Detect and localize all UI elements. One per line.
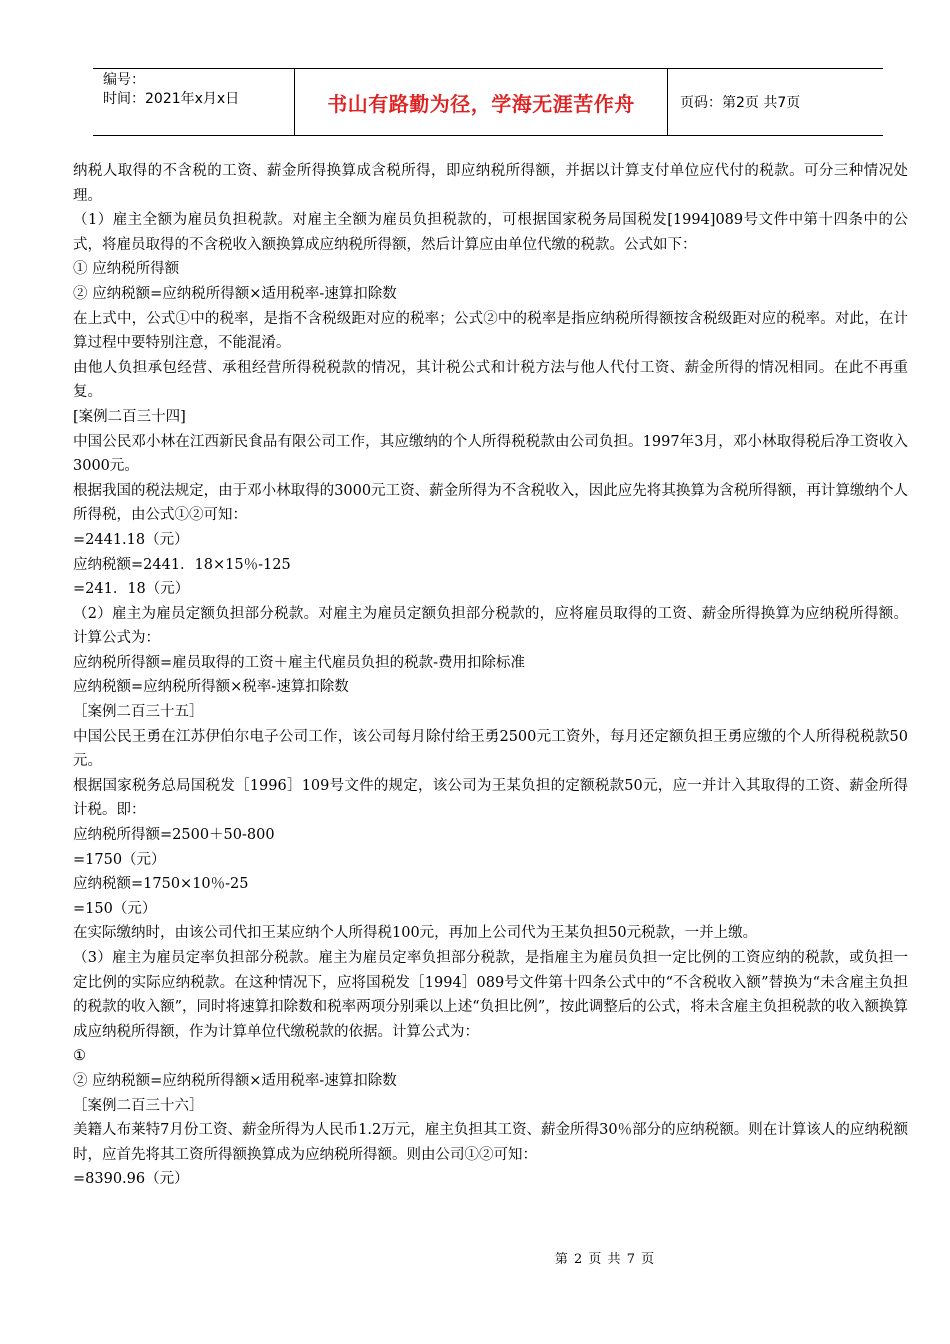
case-heading: [案例二百三十四]	[73, 408, 186, 425]
formula-line: =2441.18（元）	[73, 531, 189, 548]
formula-line: ① 应纳税所得额	[73, 261, 180, 278]
header-motto-cell	[295, 69, 668, 135]
document-body	[73, 159, 908, 1192]
formula-line: =8390.96（元）	[73, 1171, 189, 1188]
body-paragraph: 在上式中，公式①中的税率，是指不含税级距对应的税率；公式②中的税率是指应纳税所得额按含税级距对应的税率。对此，在计算过程中要特别注意，不能混淆。	[73, 310, 908, 352]
body-paragraph: （2）雇主为雇员定额负担部分税款。对雇主为雇员定额负担部分税款的，应将雇员取得的工资、薪金所得换算为应纳税所得额。计算公式为：	[73, 605, 908, 647]
body-paragraph: 根据国家税务总局国税发［1996］109号文件的规定，该公司为王某负担的定额税款50元，应一并计入其取得的工资、薪金所得计税。即：	[73, 777, 908, 819]
formula-line: 应纳税额=应纳税所得额×税率-速算扣除数	[73, 679, 349, 696]
formula-line: =150（元）	[73, 900, 157, 917]
header-page-number: 页码：第2页 共7页	[680, 95, 801, 111]
body-paragraph: 美籍人布莱特7月份工资、薪金所得为人民币1.2万元，雇主负担其工资、薪金所得30％部分的应纳税额。则在计算该人的应纳税额时，应首先将其工资所得额换算成为应纳税所得额。则由公司①②可知：	[73, 1122, 908, 1163]
formula-line: =241．18（元）	[73, 581, 190, 598]
formula-line: 应纳税所得额=2500＋50-800	[73, 827, 275, 844]
page-header	[93, 68, 883, 136]
case-heading: ［案例二百三十五］	[73, 704, 204, 721]
formula-line: 应纳税额=1750×10％-25	[73, 876, 249, 893]
header-motto: 书山有路勤为径，学海无涯苦作舟	[327, 91, 635, 116]
formula-line: ② 应纳税额=应纳税所得额×适用税率-速算扣除数	[73, 1072, 397, 1089]
body-paragraph: 中国公民邓小林在江西新民食品有限公司工作，其应缴纳的个人所得税税款由公司负担。1997年3月，邓小林取得税后净工资收入3000元。	[73, 433, 908, 475]
document-number-label: 编号：	[103, 72, 145, 88]
body-paragraph: （3）雇主为雇员定率负担部分税款。雇主为雇员定率负担部分税款，是指雇主为雇员负担一定比例的工资应纳的税款，或负担一定比例的实际应纳税款。在这种情况下，应将国税发［1994］089号文件第十四条公式中的“不含税收入额”替换为“未含雇主负担的税款的收入额”，同时将速算扣除数和税率两项分别乘以上述“负担比例”，按此调整后的公式，将未含雇主负担税款的收入额换算成应纳税所得额，作为计算单位代缴税款的依据。计算公式为：	[73, 950, 908, 1040]
document-time-label: 时间：2021年x月x日	[103, 91, 240, 107]
header-meta-cell	[93, 69, 295, 135]
formula-line: 应纳税额=2441．18×15％-125	[73, 556, 291, 573]
body-paragraph: （1）雇主全额为雇员负担税款。对雇主全额为雇员负担税款的，可根据国家税务局国税发[1994]089号文件中第十四条中的公式，将雇员取得的不含税收入额换算成应纳税所得额，然后计算应由单位代缴的税款。公式如下：	[73, 212, 908, 253]
body-paragraph: 根据我国的税法规定，由于邓小林取得的3000元工资、薪金所得为不含税收入，因此应先将其换算为含税所得额，再计算缴纳个人所得税，由公式①②可知：	[73, 482, 908, 524]
case-heading: ［案例二百三十六］	[73, 1097, 204, 1114]
body-paragraph: 由他人负担承包经营、承租经营所得税税款的情况，其计税公式和计税方法与他人代付工资、薪金所得的情况相同。在此不再重复。	[73, 359, 908, 401]
header-page-cell	[668, 69, 883, 135]
body-paragraph: 在实际缴纳时，由该公司代扣王某应纳个人所得税100元，再加上公司代为王某负担50元税款，一并上缴。	[73, 925, 758, 942]
body-paragraph: 中国公民王勇在江苏伊伯尔电子公司工作，该公司每月除付给王勇2500元工资外，每月还定额负担王勇应缴的个人所得税税款50元。	[73, 728, 908, 770]
page-footer: 第 2 页 共 7 页	[554, 1252, 656, 1267]
formula-line: ①	[73, 1048, 86, 1065]
formula-line: =1750（元）	[73, 851, 166, 868]
formula-line: ② 应纳税额=应纳税所得额×适用税率-速算扣除数	[73, 285, 397, 302]
body-paragraph: 纳税人取得的不含税的工资、薪金所得换算成含税所得，即应纳税所得额，并据以计算支付单位应代付的税款。可分三种情况处理。	[73, 163, 908, 204]
formula-line: 应纳税所得额=雇员取得的工资＋雇主代雇员负担的税款-费用扣除标准	[73, 654, 526, 671]
